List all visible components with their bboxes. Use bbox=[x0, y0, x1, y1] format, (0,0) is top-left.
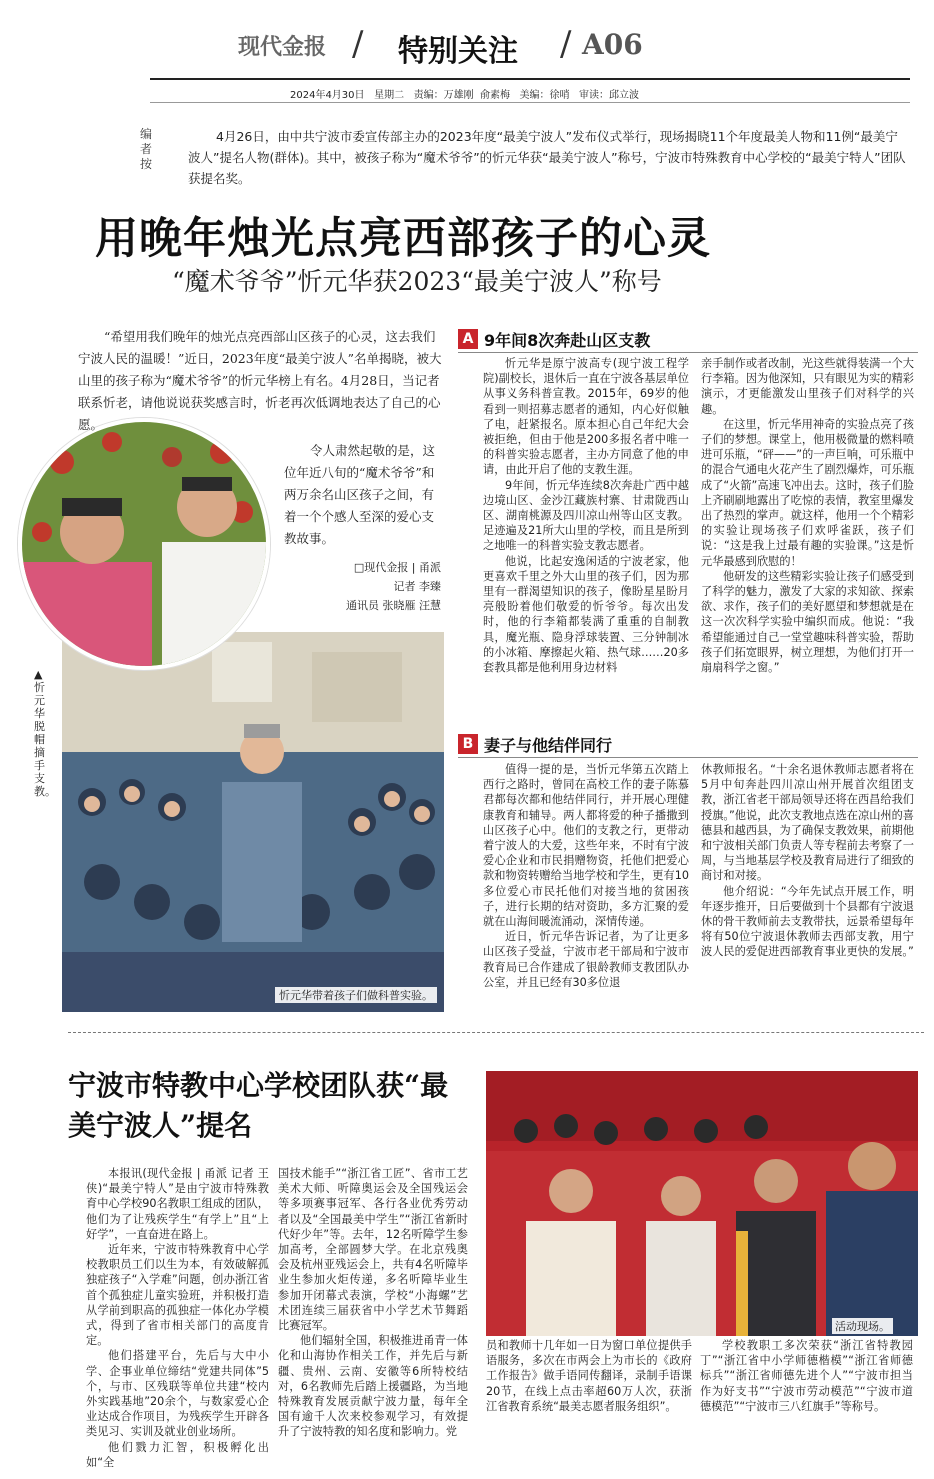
main-headline: 用晚年烛光点亮西部孩子的心灵 bbox=[95, 214, 711, 264]
paragraph: 休教师报名。“十余名退休教师志愿者将在5月中旬奔赴四川凉山州开展首次组团支教，浙江省老干部局领导还将在西昌给我们授旗。”他说，此次支教地点选在凉山州的喜德县和越西县，为了确保支教效果，前期他和宁波相关部门负责人等专程前去考察了一周，与当地基层学校及教育局进行了细致的商讨和对接。 bbox=[701, 763, 914, 883]
byline bbox=[335, 558, 441, 615]
class-photo bbox=[62, 632, 444, 1012]
paragraph: 他说，比起安逸闲适的宁波老家，他更喜欢千里之外大山里的孩子们，因为那里有一群渴望知识的孩子，像盼星星盼月亮般盼着他们敬爱的忻爷爷。每次出发时，他的行李箱都装满了重重的自制教具，魔光瓶、隐身浮球装置、三分钟制冰的小冰箱、摩擦起火箱、热气球……20多套教具都是他利用身边材料 bbox=[483, 554, 689, 675]
paragraph: 他们戮力汇智，积极孵化出如“全 bbox=[86, 1440, 269, 1469]
paragraph: 他们搭建平台，先后与大中小学、企事业单位缔结“党建共同体”5个，与市、区残联等单位共建“校内外实践基地”20余个，与数家爱心企业达成合作项目，为残疾学生开辟各类见习、实训及就业创业场所。 bbox=[86, 1349, 269, 1439]
portrait-vertical-caption: ▲忻元华脱帽摘手支教。 bbox=[34, 668, 56, 798]
section-a-badge: A bbox=[458, 329, 478, 349]
lead-paragraphs bbox=[78, 326, 443, 550]
byline-source: □现代金报 | 甬派 bbox=[353, 561, 441, 574]
paragraph: 亲手制作或者改制，光这些就得装满一个大行李箱。因为他深知，只有眼见为实的精彩演示，才更能激发山里孩子们对科学的兴趣。 bbox=[701, 357, 914, 416]
paragraph: 学校教职工多次荣获“浙江省特教园丁”“浙江省中小学师德楷模”“浙江省师德标兵”“浙江省师德先进个人”“宁波市担当作为好支书”“宁波市劳动模范”“宁波市道德模范”“宁波市三八红旗手”等称号。 bbox=[700, 1339, 913, 1413]
masthead-rule bbox=[150, 78, 910, 80]
section-b-rule bbox=[458, 757, 918, 758]
paragraph: 近年来，宁波市特殊教育中心学校教职员工们以生为本，有效破解孤独症孩子“入学难”问题，创办浙江省首个孤独症儿童实验班，并积极打造从学前到职高的孤独症一体化办学模式，得到了省市相关部门的高度肯定。 bbox=[86, 1243, 269, 1348]
section-title: 特别关注 bbox=[398, 34, 518, 69]
story-b-column-2 bbox=[278, 1166, 468, 1440]
section-b-title: 妻子与他结伴同行 bbox=[484, 736, 613, 755]
paragraph: 员和教师十几年如一日为窗口单位提供手语服务，多次在市两会上为市长的《政府工作报告》做手语同传翻译，录制手语课20节，在线上点击率超60万人次，获浙江省教育系统“最美志愿者服务组织”。 bbox=[486, 1339, 692, 1413]
newspaper-name: 现代金报 bbox=[238, 34, 327, 60]
event-photo-image bbox=[486, 1071, 918, 1336]
paragraph: 近日，忻元华告诉记者，为了让更多山区孩子受益，宁波市老干部局和宁波市教育局已合作建成了银龄教师支教团队办公室，并且已经有30多位退 bbox=[483, 930, 689, 989]
issue-info: 2024年4月30日 星期二 责编：万雄刚 俞素梅 美编：徐哨 审读：邱立波 bbox=[290, 90, 640, 101]
paragraph: 他介绍说：“今年先试点开展工作，明年逐步推开，日后要做到十个县都有宁波退休的骨干教师前去支教带扶，远景希望每年将有50位宁波退休教师去西部支教，用宁波人民的爱促进西部教育事业更快的发展。” bbox=[701, 884, 914, 959]
paragraph: 本报讯(现代金报 | 甬派 记者 王侠)“最美宁特人”是由宁波市特殊教育中心学校90名教职工组成的团队，他们为了让残疾学生“有学上”且“上好学”，一直奋进在路上。 bbox=[86, 1167, 269, 1241]
section-a-title: 9年间8次奔赴山区支教 bbox=[484, 331, 651, 350]
paragraph: 9年间，忻元华连续8次奔赴广西中越边境山区、金沙江藏族村寨、甘肃陇西山区、湖南桃源及四川凉山州等山区支教。足迹遍及21所大山里的学校，而且是所到之地唯一的科普实验支教志愿者。 bbox=[483, 478, 689, 553]
story-b-column-1 bbox=[86, 1166, 269, 1470]
section-b-column-2 bbox=[701, 762, 914, 960]
section-a-rule bbox=[458, 352, 918, 353]
section-b-badge: B bbox=[458, 734, 478, 754]
story-b-column-3 bbox=[486, 1338, 692, 1414]
section-a-column-2 bbox=[701, 356, 914, 675]
event-photo bbox=[486, 1071, 918, 1336]
editor-note-label: 编者按 bbox=[140, 127, 153, 171]
page-number: A06 bbox=[582, 28, 643, 61]
paragraph: 忻元华是原宁波高专(现宁波工程学院)副校长，退休后一直在宁波各基层单位从事义务科普宣教。2015年，69岁的他看到一则招募志愿者的通知，内心好似触了电，赶紧报名。原本担心自己年纪大会被拒绝，但由于他是200多报名者中唯一的科普实验志愿者，主办方同意了他的申请，由此开启了他的支教生涯。 bbox=[483, 357, 689, 477]
section-b-column-1 bbox=[483, 762, 689, 990]
masthead-slash: / bbox=[352, 24, 364, 64]
story-b-headline: 宁波市特教中心学校团队获“最美宁波人”提名 bbox=[68, 1069, 449, 1142]
masthead-slash: / bbox=[560, 24, 572, 64]
story-b-column-4 bbox=[700, 1338, 913, 1414]
class-photo-caption: 忻元华带着孩子们做科普实验。 bbox=[275, 987, 437, 1003]
paragraph: 他们辐射全国，积极推进甬青一体化和山海协作相关工作，并先后与新疆、贵州、云南、安徽等6所特校结对，6名教师先后踏上援疆路，为当地特殊教育发展贡献宁波力量，每年全国有逾千人次来校参观学习，有效提升了宁波特教的知名度和影响力。党 bbox=[278, 1334, 468, 1439]
byline-reporter: 记者 李臻 bbox=[393, 580, 441, 593]
story-divider bbox=[68, 1032, 924, 1033]
paragraph: 在这里，忻元华用神奇的实验点亮了孩子们的梦想。课堂上，他用极微量的燃料喷进可乐瓶，“砰——”的一声巨响，可乐瓶中的混合气通电火花产生了剧烈爆炸，可乐瓶成了“火箭”高速飞冲出去。这时，孩子们脸上齐刷刷地露出了吃惊的表情，教室里爆发出了热烈的掌声。就这样，他用一个个精彩的实验让现场孩子们欢呼雀跃，孩子们说：“这是我上过最有趣的实验课。”这是忻元华最感到欣慰的！ bbox=[701, 417, 914, 568]
class-photo-image bbox=[62, 632, 444, 1012]
byline-correspondent: 通讯员 张晓雁 汪慧 bbox=[346, 599, 441, 612]
paragraph: 他研发的这些精彩实验让孩子们感受到了科学的魅力，激发了大家的求知欲、探索欲、求作，孩子们的美好愿望和梦想就是在这一次次科学实验中编织而成。他说：“我希望能通过自己一堂堂趣味科普实验，帮助孩子们拓宽眼界，树立理想，为他们打开一扇扇科学之窗。” bbox=[701, 569, 914, 675]
lead-paragraph-2: 令人肃然起敬的是，这位年近八旬的“魔术爷爷”和两万余名山区孩子之间，有着一个个感人至深的爱心支教故事。 bbox=[284, 443, 436, 546]
paragraph: 值得一提的是，当忻元华第五次踏上西行之路时，曾同在高校工作的妻子陈慕君都每次都和他结伴同行，并开展心理健康教育和辅导。两人都将爱的种子播撒到山区孩子心中。他们的支教之行，更带动着宁波人的大爱，这些年来，不时有宁波爱心企业和市民捐赠物资，托他们把爱心款和物资转赠给当地学校和学生，更有10多位爱心市民托他们对接当地的贫困孩子，进行长期的结对资助，多方汇聚的爱就在山海间暖流涌动，深情传递。 bbox=[483, 763, 689, 929]
paragraph: 国技术能手”“浙江省工匠”、省市工艺美术大师、听障奥运会及全国残运会等多项赛事冠军、各行各业优秀劳动者以及“全国最美中学生”“浙江省新时代好少年”等。去年，12名听障学生参加高考，全部圆梦大学。在北京残奥会及杭州亚残运会上，共有4名听障毕业生参加火炬传递，多名听障毕业生参加开闭幕式表演，学校“小海螺”艺术团连续三届获省中小学艺术节舞蹈比赛冠军。 bbox=[278, 1167, 468, 1333]
section-a-column-1 bbox=[483, 356, 689, 675]
lead-paragraph-1: “希望用我们晚年的烛光点亮西部山区孩子的心灵，这去我们宁波人民的温暖！”近日，2023年度“最美宁波人”名单揭晓，被大山里的孩子称为“魔术爷爷”的忻元华榜上有名。4月28日，当记者联系忻老，请他说说获奖感言时，忻老再次低调地表达了自己的心愿。 bbox=[78, 329, 442, 432]
event-photo-caption: 活动现场。 bbox=[832, 1318, 893, 1334]
editor-note-text: 4月26日，由中共宁波市委宣传部主办的2023年度“最美宁波人”发布仪式举行，现场揭晓11个年度最美人物和11例“最美宁波人”提名人物(群体)。其中，被孩子称为“魔术爷爷”的忻元华获“最美宁波人”称号，宁波市特殊教育中心学校的“最美宁特人”团队获提名奖。 bbox=[188, 129, 906, 186]
masthead-rule-thin bbox=[150, 102, 910, 103]
sub-headline: “魔术爷爷”忻元华获2023“最美宁波人”称号 bbox=[172, 267, 662, 296]
